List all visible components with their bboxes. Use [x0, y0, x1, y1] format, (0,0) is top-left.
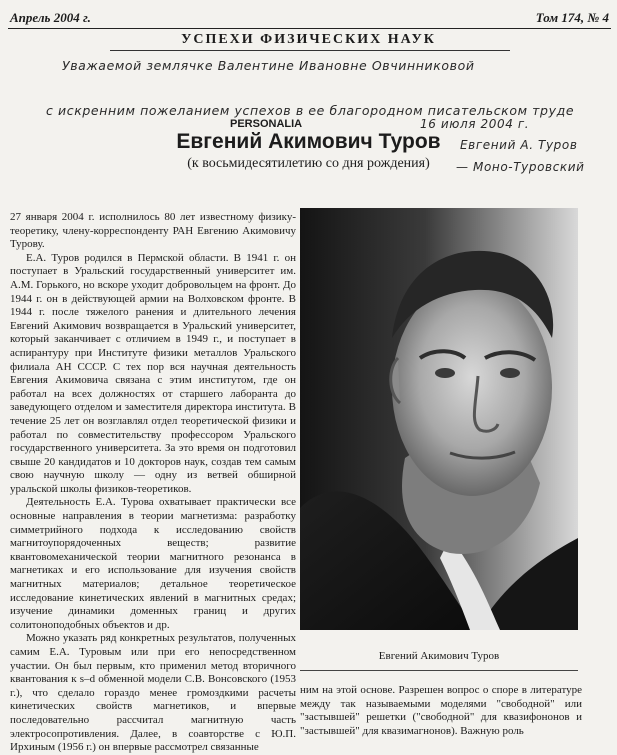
- article-subtitle: (к восьмидесятилетию со дня рождения): [187, 156, 430, 171]
- paragraph: Деятельность Е.А. Турова охватывает практически все основные направления в теории магнетизма: разработку симметрийного подхода к исследованию свойств магнитоупорядоченных веществ; развитие квантовомеханической теории магнитного резонанса в магнетиках и его использование для изучения свойств магнитных материалов; детальное теоретическое исследование кинетических явлений в магнитных средах; изучение динамики доменных границ и других солитоноподобных объектов и др.: [10, 496, 296, 631]
- portrait-photo: [300, 208, 578, 630]
- article-body-right: [300, 684, 582, 738]
- photo-caption: Евгений Акимович Туров: [378, 650, 500, 662]
- header-rule: [8, 28, 611, 29]
- caption-rule: [300, 670, 578, 671]
- issue-date: Апрель 2004 г.: [10, 10, 91, 25]
- section-label: PERSONALIA: [230, 118, 303, 130]
- portrait-illustration: [300, 208, 578, 630]
- handwritten-dedication-line2: с искренним пожеланием успехов в ее благородном писательском труде: [46, 103, 575, 118]
- paragraph: ним на этой основе. Разрешен вопрос о споре в литературе между так называемыми моделями "свободной" или "застывшей" решетки ("свободной" для квазифононов и "застывшей" для квазимагнонов). Важную роль: [300, 684, 582, 737]
- paragraph: Е.А. Туров родился в Пермской области. В 1941 г. он поступает в Уральский государственный университет им. А.М. Горького, но вскоре уходит добровольцем на фронт. До 1944 г. он в действующей армии на Волховском фронте. В 1944 г. после тяжелого ранения и длительного лечения Евгений Акимович возвращается в Уральский университет, который заканчивает с отличием в 1949 г., и поступает в аспирантуру при Институте физики металлов Уральского филиала АН СССР. С тех пор вся научная деятельность Евгения Акимовича связана с этим институтом, где он работал на всех должностях от старшего лаборанта до заведующего отделом и заместителя директора института. В течение 25 лет он возглавлял отдел теоретической физики и работал по совместительству профессором Уральского государственного университета. За это время он подготовил свыше 20 кандидатов и 10 докторов наук, создав тем самым свою научную школу — одну из ветвей обширной уральской школы физиков-теоретиков.: [10, 251, 296, 495]
- journal-title: УСПЕХИ ФИЗИЧЕСКИХ НАУК: [181, 32, 436, 47]
- journal-rule: [110, 50, 510, 51]
- volume-number: Том 174, № 4: [535, 10, 609, 25]
- handwritten-signature-alt: — Моно-Туровский: [456, 160, 585, 174]
- handwritten-date: 16 июля 2004 г.: [420, 117, 530, 131]
- handwritten-dedication-line1: Уважаемой землячке Валентине Ивановне Овчинниковой: [62, 58, 475, 73]
- handwritten-signature: Евгений А. Туров: [460, 138, 578, 152]
- article-title: Евгений Акимович Туров: [176, 130, 441, 153]
- article-body-left: [10, 211, 296, 755]
- paragraph: 27 января 2004 г. исполнилось 80 лет известному физику-теоретику, члену-корреспонденту РАН Евгению Акимовичу Турову.: [10, 211, 296, 251]
- paragraph: Можно указать ряд конкретных результатов, полученных самим Е.А. Туровым или при его непосредственном участии. Он был первым, кто применил метод вторичного квантования к s–d обменной модели С.В. Вонсовского (1953 г.), что сделало гораздо менее громоздкими расчеты кинетических свойств магнетиков, и впервые последовательно рассчитал магнитную часть электросопротивления. Далее, в соавторстве с Ю.П. Ирхиным (1956 г.) он впервые рассмотрел связанные: [10, 632, 296, 754]
